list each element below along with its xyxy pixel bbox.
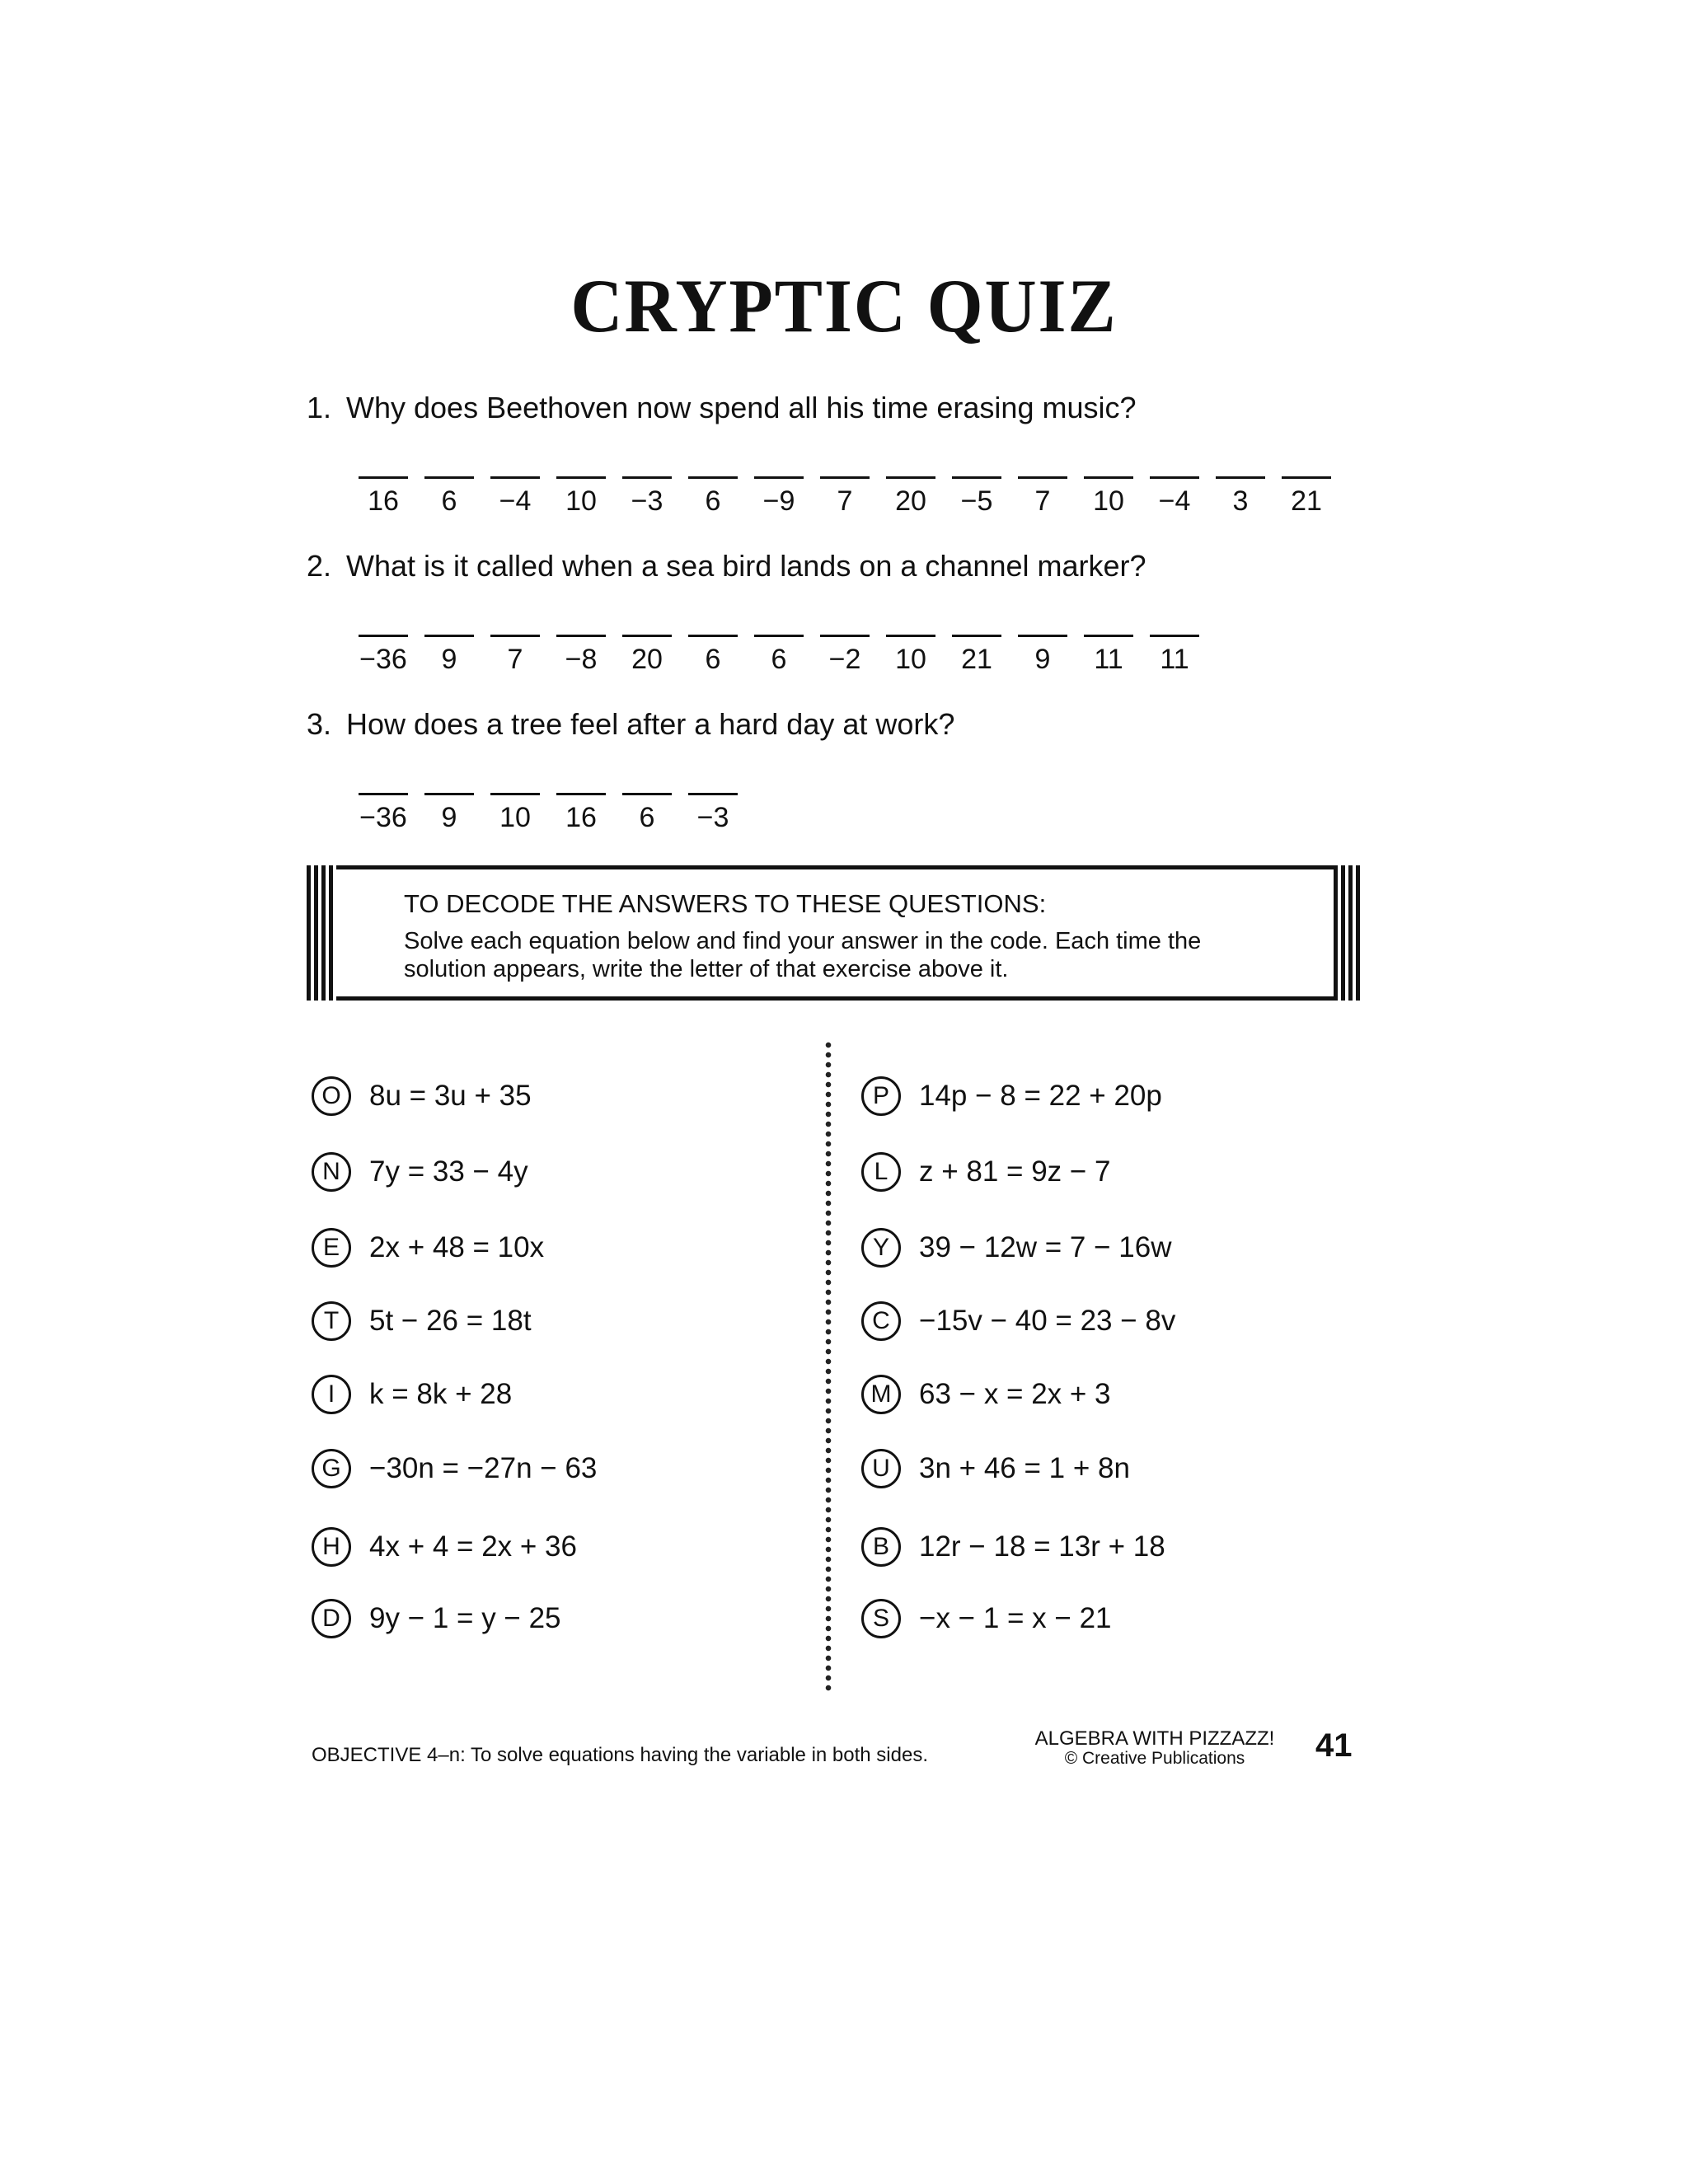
answer-blank[interactable]: [680, 476, 746, 518]
code-number: 21: [1291, 485, 1322, 517]
equation-row: [861, 1076, 1162, 1116]
code-number: 7: [1034, 485, 1051, 517]
code-number: −4: [1158, 485, 1191, 517]
code-number: 16: [368, 485, 399, 517]
question-number: 1.: [307, 391, 332, 424]
letter-circle: D: [312, 1599, 351, 1638]
equation-row: [861, 1599, 1112, 1638]
blank-line: [424, 635, 474, 637]
code-number: −36: [359, 802, 407, 833]
answer-blank[interactable]: [1142, 635, 1207, 676]
blank-line: [490, 476, 540, 479]
code-number: 6: [705, 644, 721, 675]
letter-circle: M: [861, 1375, 901, 1414]
blank-line: [1084, 476, 1133, 479]
question-text: How does a tree feel after a hard day at work?: [346, 707, 955, 741]
page-title: CRYPTIC QUIZ: [570, 264, 1118, 348]
blank-line: [688, 793, 738, 795]
answer-blank[interactable]: [614, 476, 680, 518]
blank-line: [490, 793, 540, 795]
code-number: −2: [828, 644, 861, 675]
code-number: −5: [960, 485, 993, 517]
blank-line: [754, 635, 804, 637]
question-number: 3.: [307, 707, 332, 741]
code-number: −3: [631, 485, 663, 517]
code-number: 10: [565, 485, 597, 517]
blank-line: [1150, 476, 1199, 479]
letter-circle: H: [312, 1527, 351, 1567]
equation: −x − 1 = x − 21: [919, 1602, 1112, 1634]
decode-instructions: Solve each equation below and find your answer in the code. Each time the solution appears, write the letter of that exercise above it.: [404, 928, 1202, 982]
equation: k = 8k + 28: [369, 1378, 513, 1410]
code-number: 16: [565, 802, 597, 833]
answer-blank[interactable]: [1207, 476, 1273, 518]
answer-blank[interactable]: [614, 793, 680, 834]
answer-blank[interactable]: [680, 635, 746, 676]
answer-blank[interactable]: [680, 793, 746, 834]
blank-line: [754, 476, 804, 479]
equation-row: [312, 1599, 561, 1638]
page-number: 41: [1315, 1727, 1353, 1764]
blank-line: [556, 476, 606, 479]
code-number: 9: [441, 802, 457, 833]
blank-line: [1216, 476, 1265, 479]
code-number: 10: [499, 802, 531, 833]
answer-blank[interactable]: [416, 793, 482, 834]
equation: 9y − 1 = y − 25: [369, 1602, 561, 1634]
answer-blank[interactable]: [350, 476, 416, 518]
code-number: 9: [441, 644, 457, 675]
answer-blank[interactable]: [1076, 635, 1142, 676]
code-number: −9: [762, 485, 795, 517]
equation: z + 81 = 9z − 7: [919, 1155, 1111, 1188]
answer-blank[interactable]: [1076, 476, 1142, 518]
equation-row: [861, 1527, 1165, 1567]
code-number: 6: [771, 644, 787, 675]
blank-line: [952, 635, 1001, 637]
answer-blank[interactable]: [1010, 476, 1076, 518]
equation-row: [861, 1375, 1111, 1414]
box-right-bar: [1334, 865, 1363, 1001]
equation-row: [312, 1076, 532, 1116]
equation-row: [861, 1449, 1130, 1488]
answer-blanks-2: [350, 635, 1207, 676]
answer-blank[interactable]: [878, 635, 944, 676]
blank-line: [622, 476, 672, 479]
code-number: 20: [631, 644, 663, 675]
blank-line: [1150, 635, 1199, 637]
equation-row: [861, 1301, 1175, 1341]
answer-blank[interactable]: [878, 476, 944, 518]
answer-blank[interactable]: [482, 635, 548, 676]
blank-line: [556, 793, 606, 795]
equation-row: [312, 1527, 577, 1567]
blank-line: [952, 476, 1001, 479]
code-number: 21: [961, 644, 992, 675]
letter-circle: N: [312, 1152, 351, 1192]
code-number: −36: [359, 644, 407, 675]
letter-circle: T: [312, 1301, 351, 1341]
equation-row: [312, 1375, 512, 1414]
equation: 39 − 12w = 7 − 16w: [919, 1231, 1172, 1263]
answer-blank[interactable]: [812, 476, 878, 518]
blank-line: [688, 476, 738, 479]
equation-row: [861, 1228, 1171, 1268]
equation: 3n + 46 = 1 + 8n: [919, 1452, 1130, 1484]
blank-line: [359, 476, 408, 479]
letter-circle: C: [861, 1301, 901, 1341]
answer-blank[interactable]: [1142, 476, 1207, 518]
code-number: 9: [1034, 644, 1051, 675]
equation: 12r − 18 = 13r + 18: [919, 1530, 1165, 1563]
code-number: 10: [1093, 485, 1124, 517]
code-number: 7: [507, 644, 523, 675]
answer-blank[interactable]: [614, 635, 680, 676]
code-number: −8: [565, 644, 598, 675]
question-text: Why does Beethoven now spend all his time erasing music?: [346, 391, 1137, 424]
blank-line: [424, 476, 474, 479]
code-number: 7: [837, 485, 853, 517]
decode-instructions-box: [307, 865, 1363, 1001]
equation-row: [312, 1449, 597, 1488]
blank-line: [1282, 476, 1331, 479]
equation: 4x + 4 = 2x + 36: [369, 1530, 577, 1563]
blank-line: [359, 635, 408, 637]
answer-blank[interactable]: [944, 476, 1010, 518]
code-number: 6: [441, 485, 457, 517]
answer-blank[interactable]: [416, 635, 482, 676]
equation: −15v − 40 = 23 − 8v: [919, 1305, 1176, 1337]
equation-row: [861, 1152, 1111, 1192]
answer-blank[interactable]: [482, 476, 548, 518]
blank-line: [622, 793, 672, 795]
question-3: [307, 707, 954, 742]
equation: 8u = 3u + 35: [369, 1080, 532, 1112]
blank-line: [820, 476, 870, 479]
answer-blank[interactable]: [746, 635, 812, 676]
letter-circle: S: [861, 1599, 901, 1638]
blank-line: [820, 635, 870, 637]
letter-circle: U: [861, 1449, 901, 1488]
code-number: 6: [705, 485, 721, 517]
answer-blank[interactable]: [944, 635, 1010, 676]
blank-line: [424, 793, 474, 795]
answer-blanks-1: [350, 476, 1339, 518]
answer-blank[interactable]: [1010, 635, 1076, 676]
letter-circle: P: [861, 1076, 901, 1116]
letter-circle: I: [312, 1375, 351, 1414]
code-number: 11: [1094, 644, 1123, 675]
blank-line: [886, 635, 935, 637]
answer-blanks-3: [350, 793, 746, 834]
code-number: 6: [639, 802, 655, 833]
equation: −30n = −27n − 63: [369, 1452, 598, 1484]
letter-circle: G: [312, 1449, 351, 1488]
copyright: © Creative Publications: [1064, 1749, 1245, 1768]
letter-circle: B: [861, 1527, 901, 1567]
code-number: −3: [696, 802, 729, 833]
publisher-credit: [1027, 1729, 1282, 1769]
answer-blank[interactable]: [548, 635, 614, 676]
answer-blank[interactable]: [548, 476, 614, 518]
equation-row: [312, 1152, 528, 1192]
letter-circle: E: [312, 1228, 351, 1268]
code-number: 20: [895, 485, 926, 517]
equation: 63 − x = 2x + 3: [919, 1378, 1111, 1410]
question-2: [307, 549, 1146, 583]
blank-line: [359, 793, 408, 795]
decode-heading: TO DECODE THE ANSWERS TO THESE QUESTIONS:: [404, 889, 1047, 918]
objective-text: OBJECTIVE 4–n: To solve equations having the variable in both sides.: [312, 1744, 928, 1766]
equation-row: [312, 1301, 532, 1341]
question-number: 2.: [307, 549, 332, 583]
equation: 5t − 26 = 18t: [369, 1305, 532, 1337]
blank-line: [1018, 476, 1067, 479]
column-divider: [821, 1040, 836, 1691]
answer-blank[interactable]: [416, 476, 482, 518]
publisher-name: ALGEBRA WITH PIZZAZZ!: [1034, 1727, 1275, 1750]
equation: 2x + 48 = 10x: [369, 1231, 545, 1263]
equation: 14p − 8 = 22 + 20p: [919, 1080, 1162, 1112]
code-number: 3: [1232, 485, 1249, 517]
code-number: 10: [895, 644, 926, 675]
answer-blank[interactable]: [548, 793, 614, 834]
blank-line: [886, 476, 935, 479]
answer-blank[interactable]: [1273, 476, 1339, 518]
letter-circle: Y: [861, 1228, 901, 1268]
box-left-bar: [307, 865, 336, 1001]
blank-line: [688, 635, 738, 637]
blank-line: [490, 635, 540, 637]
question-1: [307, 391, 1137, 425]
answer-blank[interactable]: [350, 635, 416, 676]
equation-row: [312, 1228, 544, 1268]
blank-line: [622, 635, 672, 637]
code-number: 11: [1160, 644, 1189, 675]
answer-blank[interactable]: [482, 793, 548, 834]
letter-circle: O: [312, 1076, 351, 1116]
answer-blank[interactable]: [746, 476, 812, 518]
question-text: What is it called when a sea bird lands on a channel marker?: [346, 549, 1146, 583]
answer-blank[interactable]: [350, 793, 416, 834]
answer-blank[interactable]: [812, 635, 878, 676]
blank-line: [556, 635, 606, 637]
equation: 7y = 33 − 4y: [369, 1155, 528, 1188]
letter-circle: L: [861, 1152, 901, 1192]
blank-line: [1084, 635, 1133, 637]
blank-line: [1018, 635, 1067, 637]
code-number: −4: [499, 485, 532, 517]
